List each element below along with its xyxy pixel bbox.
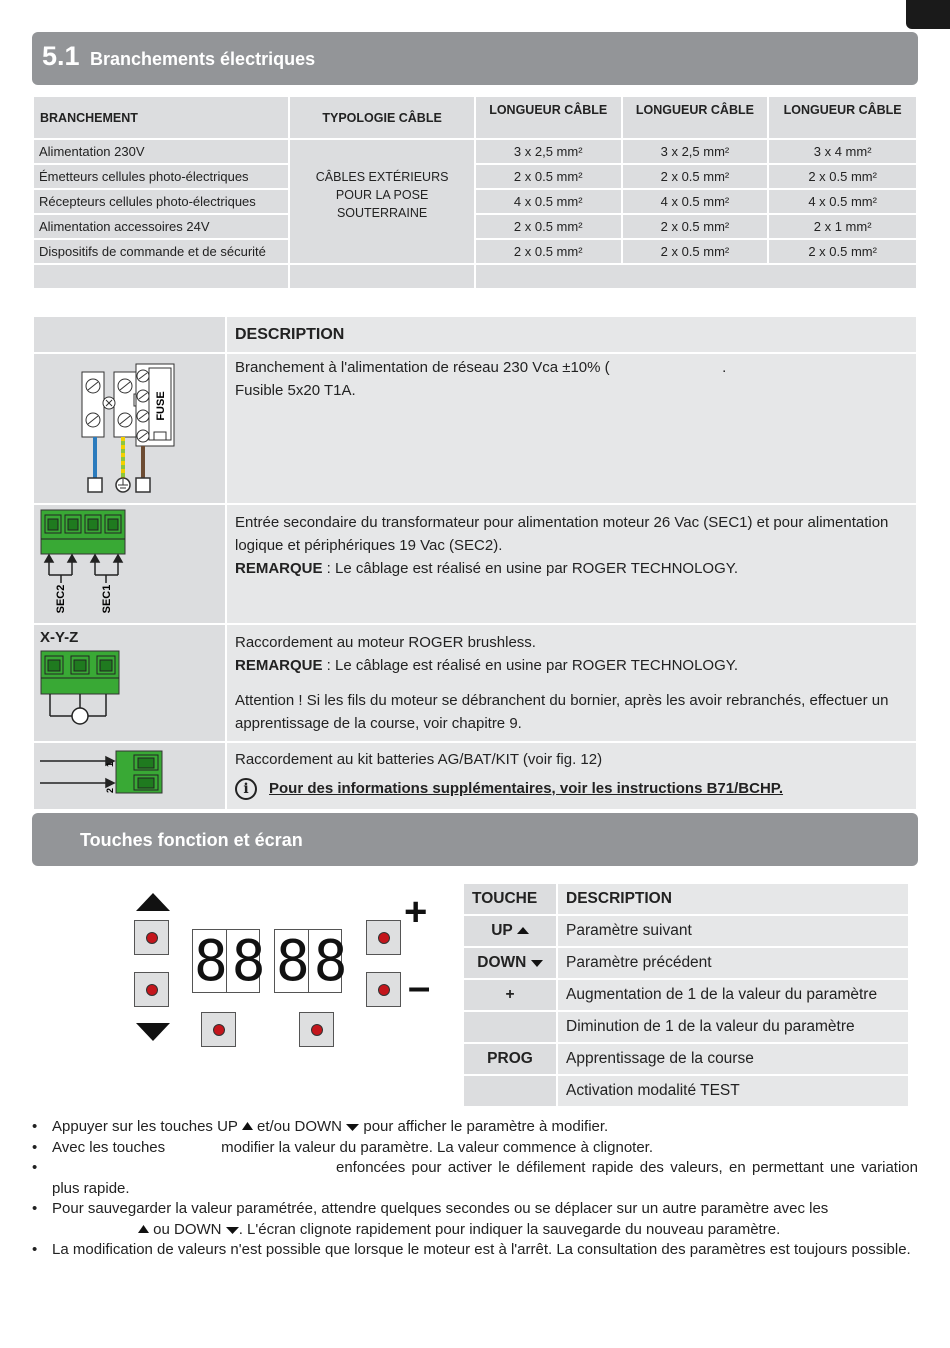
key-description: Apprentissage de la course <box>558 1044 908 1074</box>
section-number: 5.1 <box>42 41 80 71</box>
list-item <box>32 1138 918 1159</box>
table-row <box>34 190 916 213</box>
cable-type-line: SOUTERRAINE <box>336 206 428 220</box>
cell-value: 2 x 0.5 mm² <box>769 165 916 188</box>
table-row <box>34 215 916 238</box>
minus-symbol: – <box>408 965 431 1009</box>
description-row-power <box>34 354 916 503</box>
cable-table-header <box>34 97 916 138</box>
arrow-up-icon <box>242 1122 253 1131</box>
page-corner-tab <box>906 0 950 29</box>
arrow-up-icon <box>135 892 171 912</box>
cell-value: 3 x 4 mm² <box>769 140 916 163</box>
cell-value: 2 x 1 mm² <box>769 215 916 238</box>
pin-1-label: 1 <box>105 761 115 767</box>
cell-value: 3 x 2,5 mm² <box>476 140 621 163</box>
table-row <box>464 1044 908 1074</box>
bullet-text: modifier la valeur du paramètre. La valeur commence à clignoter. <box>221 1138 654 1156</box>
cell-value: 4 x 0.5 mm² <box>623 190 768 213</box>
header-cell: LONGUEUR CÂBLE <box>769 97 916 138</box>
prog-button[interactable] <box>201 1012 236 1047</box>
key-label <box>464 1012 556 1042</box>
list-item <box>32 1117 918 1138</box>
cable-table <box>32 95 918 290</box>
cell-value: 2 x 0.5 mm² <box>623 240 768 263</box>
info-link[interactable]: Pour des informations supplémentaires, voir les instructions B71/BCHP. <box>269 780 784 797</box>
description-table <box>32 315 918 811</box>
bullet-text: Avec les touches <box>52 1138 166 1156</box>
table-row <box>464 948 908 978</box>
bullet-text: et/ou DOWN <box>252 1118 347 1135</box>
bullet-text: enfoncées pour activer le défilement rapide des valeurs, en permettant une variation plus rapide. <box>52 1159 918 1197</box>
display-right <box>274 929 352 994</box>
description-text-motor <box>227 625 916 741</box>
header-cell: TYPOLOGIE CÂBLE <box>290 97 474 138</box>
cell-value: 2 x 0.5 mm² <box>769 240 916 263</box>
plus-symbol: + <box>404 890 428 934</box>
section-title: Touches fonction et écran <box>80 830 303 850</box>
table-row <box>464 1076 908 1106</box>
battery-terminal-icon <box>34 743 225 805</box>
info-note <box>235 777 908 800</box>
key-label: PROG <box>464 1044 556 1074</box>
bullet-text: pour afficher le paramètre à modifier. <box>359 1118 609 1135</box>
empty-cell <box>34 265 288 288</box>
arrow-up-icon <box>517 927 529 935</box>
display-digits: 88 <box>276 929 352 994</box>
section-header-electrical <box>32 32 918 85</box>
key-description: Diminution de 1 de la valeur du paramètre <box>558 1012 908 1042</box>
arrow-down-icon <box>346 1123 359 1131</box>
arrow-down-icon <box>135 1022 171 1042</box>
cell-value: 2 x 0.5 mm² <box>623 215 768 238</box>
row-label: Alimentation accessoires 24V <box>34 215 288 238</box>
terminal-diagram-motor <box>34 625 225 741</box>
table-row <box>464 980 908 1010</box>
terminal-diagram-battery <box>34 743 225 809</box>
plus-button[interactable] <box>366 920 401 955</box>
secondary-terminal-icon <box>34 505 225 619</box>
instructions-list <box>32 1117 918 1261</box>
description-header: DESCRIPTION <box>227 317 916 352</box>
description-text-secondary <box>227 505 916 623</box>
description-text-battery <box>227 743 916 809</box>
empty-cell <box>476 265 916 288</box>
cell-value: 2 x 0.5 mm² <box>476 240 621 263</box>
key-table-header <box>464 884 908 914</box>
table-row <box>34 140 916 163</box>
description-row-battery <box>34 743 916 809</box>
cell-value: 2 x 0.5 mm² <box>623 165 768 188</box>
remark-label: REMARQUE <box>235 560 323 577</box>
description-text-power <box>227 354 916 503</box>
key-description: Augmentation de 1 de la valeur du paramètre <box>558 980 908 1010</box>
list-item <box>32 1199 918 1240</box>
key-cell <box>464 948 556 978</box>
key-table <box>462 882 910 1108</box>
header-cell: LONGUEUR CÂBLE <box>476 97 621 138</box>
motor-attention: Attention ! Si les fils du moteur se débranchent du bornier, après les avoir rebranchés, effectuer un apprentissage de la course, voir chapitre 9. <box>235 692 889 732</box>
header-key: TOUCHE <box>464 884 556 914</box>
terminal-diagram-secondary <box>34 505 225 623</box>
header-cell: BRANCHEMENT <box>34 97 288 138</box>
table-row-empty <box>34 265 916 288</box>
power-line-2: Fusible 5x20 T1A. <box>235 382 356 399</box>
bullet-text: Appuyer sur les touches UP <box>52 1118 242 1135</box>
sec1-label: SEC1 <box>101 584 113 614</box>
empty-cell <box>34 317 225 352</box>
table-row <box>464 1012 908 1042</box>
key-label <box>464 1076 556 1106</box>
description-header-row <box>34 317 916 352</box>
table-row <box>34 240 916 263</box>
info-icon: i <box>235 778 257 800</box>
secondary-remark <box>235 557 908 580</box>
bullet-text: ou DOWN <box>149 1220 226 1238</box>
key-description: Activation modalité TEST <box>558 1076 908 1106</box>
motor-line-1: Raccordement au moteur ROGER brushless. <box>235 634 536 651</box>
header-cell: LONGUEUR CÂBLE <box>623 97 768 138</box>
cell-value: 2 x 0.5 mm² <box>476 165 621 188</box>
power-terminal-icon <box>34 354 225 499</box>
key-description: Paramètre précédent <box>558 948 908 978</box>
secondary-line-1: Entrée secondaire du transformateur pour alimentation moteur 26 Vac (SEC1) et pour alimentation logique et périphériques 19 Vac (SEC2). <box>235 514 889 554</box>
row-label: Alimentation 230V <box>34 140 288 163</box>
header-description: DESCRIPTION <box>558 884 908 914</box>
description-row-motor <box>34 625 916 741</box>
remark-text: : Le câblage est réalisé en usine par ROGER TECHNOLOGY. <box>322 560 738 577</box>
bullet-text: Pour sauvegarder la valeur paramétrée, attendre quelques secondes ou se déplacer sur un autre paramètre avec les <box>52 1200 829 1217</box>
test-button[interactable] <box>299 1012 334 1047</box>
row-label: Récepteurs cellules photo-électriques <box>34 190 288 213</box>
row-label: Dispositifs de commande et de sécurité <box>34 240 288 263</box>
fuse-label: FUSE <box>155 391 167 421</box>
power-line-1: Branchement à l'alimentation de réseau 230 Vca ±10% ( . <box>235 359 727 376</box>
cable-type-cell <box>290 140 474 263</box>
bullet-text: . L'écran clignote rapidement pour indiquer la sauvegarde du nouveau paramètre. <box>238 1220 781 1238</box>
cell-value: 2 x 0.5 mm² <box>476 215 621 238</box>
sec2-label: SEC2 <box>55 584 67 614</box>
arrow-down-icon <box>531 959 543 967</box>
battery-line-1: Raccordement au kit batteries AG/BAT/KIT (voir fig. 12) <box>235 751 603 768</box>
up-button[interactable] <box>134 920 169 955</box>
pin-2-label: 2 <box>105 787 115 793</box>
table-row <box>464 916 908 946</box>
section-header-keys <box>32 813 918 866</box>
row-label: Émetteurs cellules photo-électriques <box>34 165 288 188</box>
cell-value: 4 x 0.5 mm² <box>476 190 621 213</box>
key-cell <box>464 916 556 946</box>
motor-remark <box>235 654 908 677</box>
motor-connector-label: X-Y-Z <box>40 629 79 646</box>
list-item <box>32 1158 918 1199</box>
key-label: + <box>464 980 556 1010</box>
display-left <box>192 929 270 994</box>
table-row <box>34 165 916 188</box>
cell-value: 4 x 0.5 mm² <box>769 190 916 213</box>
display-digits: 88 <box>194 929 270 994</box>
key-label: DOWN <box>477 954 527 971</box>
cell-value: 3 x 2,5 mm² <box>623 140 768 163</box>
key-description: Paramètre suivant <box>558 916 908 946</box>
key-label: UP <box>491 922 513 939</box>
remark-text: : Le câblage est réalisé en usine par ROGER TECHNOLOGY. <box>322 657 738 674</box>
down-button[interactable] <box>134 972 169 1007</box>
terminal-diagram-power <box>34 354 225 503</box>
description-row-secondary <box>34 505 916 623</box>
list-item: • La modification de valeurs n'est possible que lorsque le moteur est à l'arrêt. La consultation des paramètres est toujours possible. <box>32 1240 918 1261</box>
remark-label: REMARQUE <box>235 657 323 674</box>
cable-type-line: POUR LA POSE <box>335 188 429 202</box>
arrow-down-icon <box>226 1226 239 1234</box>
arrow-up-icon <box>138 1225 149 1234</box>
section-title: Branchements électriques <box>90 49 316 69</box>
cable-type-line: CÂBLES EXTÉRIEURS <box>315 170 449 184</box>
minus-button[interactable] <box>366 972 401 1007</box>
empty-cell <box>290 265 474 288</box>
